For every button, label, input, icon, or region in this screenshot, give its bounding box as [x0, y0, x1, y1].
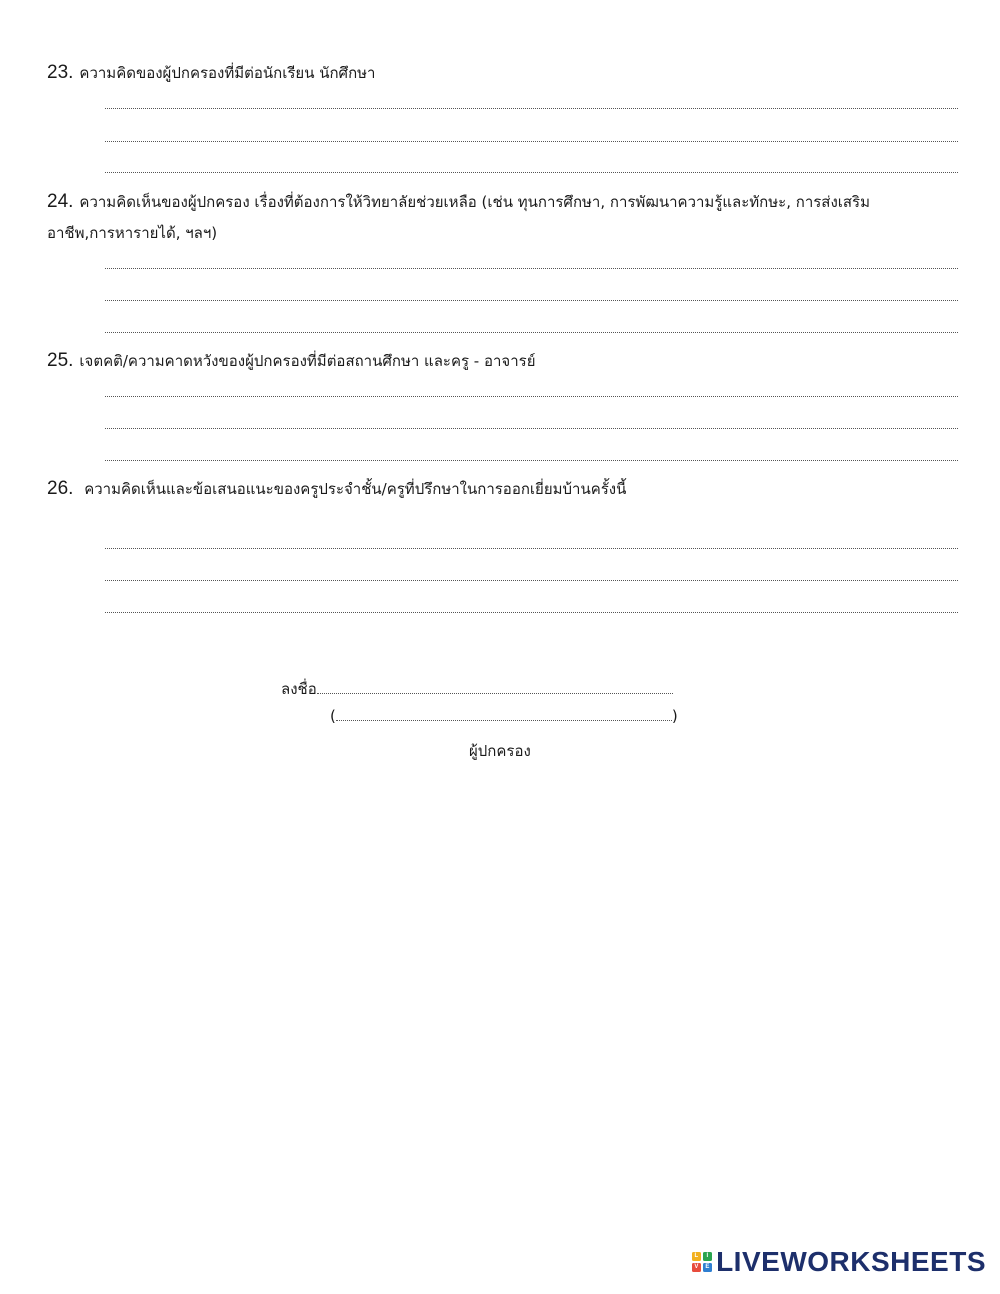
- paren-open: (: [330, 707, 336, 725]
- name-field[interactable]: [336, 719, 672, 721]
- logo-square: E: [703, 1263, 712, 1272]
- question-number: 26.: [47, 478, 74, 499]
- logo-grid-icon: [692, 1252, 712, 1272]
- logo-square: L: [692, 1252, 701, 1261]
- signature-role: ผู้ปกครอง: [469, 742, 531, 760]
- question-text: ความคิดของผู้ปกครองที่มีต่อนักเรียน นักศึกษา: [79, 64, 376, 82]
- logo-square: I: [703, 1252, 712, 1261]
- question-text: ความคิดเห็นของผู้ปกครอง เรื่องที่ต้องการให้วิทยาลัยช่วยเหลือ (เช่น ทุนการศึกษา, การพัฒนาความรู้และทักษะ, การส่งเสริม: [79, 193, 871, 211]
- question-23: [47, 57, 967, 89]
- question-number: 25.: [47, 350, 74, 371]
- paren-close: ): [671, 707, 678, 725]
- logo-text: LIVEWORKSHEETS: [716, 1246, 986, 1277]
- answer-line[interactable]: [105, 612, 958, 613]
- logo-square: V: [692, 1263, 701, 1272]
- question-text: เจตคติ/ความคาดหวังของผู้ปกครองที่มีต่อสถานศึกษา และครู - อาจารย์: [79, 352, 536, 370]
- answer-line[interactable]: [105, 268, 958, 269]
- question-text: ความคิดเห็นและข้อเสนอแนะของครูประจำชั้น/ครูที่ปรึกษาในการออกเยี่ยมบ้านครั้งนี้: [79, 480, 627, 498]
- answer-line[interactable]: [105, 141, 958, 142]
- question-text-line2: อาชีพ,การหารายได้, ฯลฯ): [47, 224, 218, 242]
- answer-line[interactable]: [105, 108, 958, 109]
- signature-label: ลงชื่อ: [281, 680, 317, 698]
- answer-line[interactable]: [105, 300, 958, 301]
- answer-line[interactable]: [105, 396, 958, 397]
- question-number: 24.: [47, 191, 74, 212]
- answer-line[interactable]: [105, 172, 958, 173]
- question-24: [47, 186, 967, 249]
- signature-line: [281, 677, 673, 701]
- liveworksheets-logo: [692, 1246, 986, 1278]
- answer-line[interactable]: [105, 548, 958, 549]
- question-25: [47, 345, 967, 377]
- signature-name-line: [330, 707, 678, 725]
- answer-line[interactable]: [105, 460, 958, 461]
- question-26: [47, 473, 967, 505]
- question-number: 23.: [47, 62, 74, 83]
- signature-field[interactable]: [317, 692, 673, 694]
- answer-line[interactable]: [105, 332, 958, 333]
- answer-line[interactable]: [105, 580, 958, 581]
- answer-line[interactable]: [105, 428, 958, 429]
